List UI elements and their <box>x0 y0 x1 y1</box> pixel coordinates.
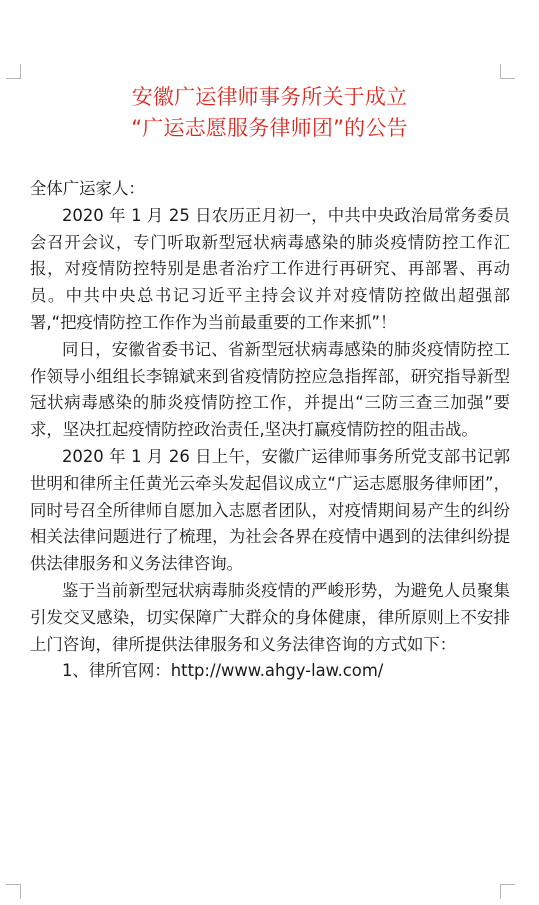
title-line-1: 安徽广运律师事务所关于成立 <box>131 85 408 109</box>
paragraph-2: 同日，安徽省委书记、省新型冠状病毒感染的肺炎疫情防控工作领导小组组长李锦斌来到省疫情防控应急指挥部，研究指导新型冠状病毒感染的肺炎疫情防控工作，并提出“三防三查三加强”要求，坚决扛起疫情防控政治责任,坚决打赢疫情防控的阻击战。 <box>30 339 510 440</box>
title-line-2: “广运志愿服务律师团”的公告 <box>131 116 408 140</box>
corner-mark-top-right <box>500 64 515 79</box>
announcement-body <box>30 176 510 685</box>
paragraph-1: 2020 年 1 月 25 日农历正月初一，中共中央政治局常务委员会召开会议，专门听取新型冠状病毒感染的肺炎疫情防控工作汇报，对疫情防控特别是患者治疗工作进行再研究、再部署、再动员。中共中央总书记习近平主持会议并对疫情防控做出超强部署,“把疫情防控工作作为当前最重要的工作来抓”！ <box>30 205 510 332</box>
corner-mark-bottom-right <box>500 884 515 899</box>
list-item-website: 1、律所官网：http://www.ahgy-law.com/ <box>62 661 384 681</box>
corner-mark-top-left <box>6 64 21 79</box>
paragraph-4: 鉴于当前新型冠状病毒肺炎疫情的严峻形势，为避免人员聚集引发交叉感染，切实保障广大群众的身体健康，律所原则上不安排上门咨询，律所提供法律服务和义务法律咨询的方式如下： <box>30 580 510 654</box>
announcement-title <box>0 82 539 144</box>
greeting: 全体广运家人： <box>30 179 145 198</box>
corner-mark-bottom-left <box>6 884 21 899</box>
paragraph-3: 2020 年 1 月 26 日上午，安徽广运律师事务所党支部书记郭世明和律所主任黄光云牵头发起倡议成立“广运志愿服务律师团”，同时号召全所律师自愿加入志愿者团队，对疫情期间易产生的纠纷相关法律问题进行了梳理，为社会各界在疫情中遇到的法律纠纷提供法律服务和义务法律咨询。 <box>30 446 510 574</box>
